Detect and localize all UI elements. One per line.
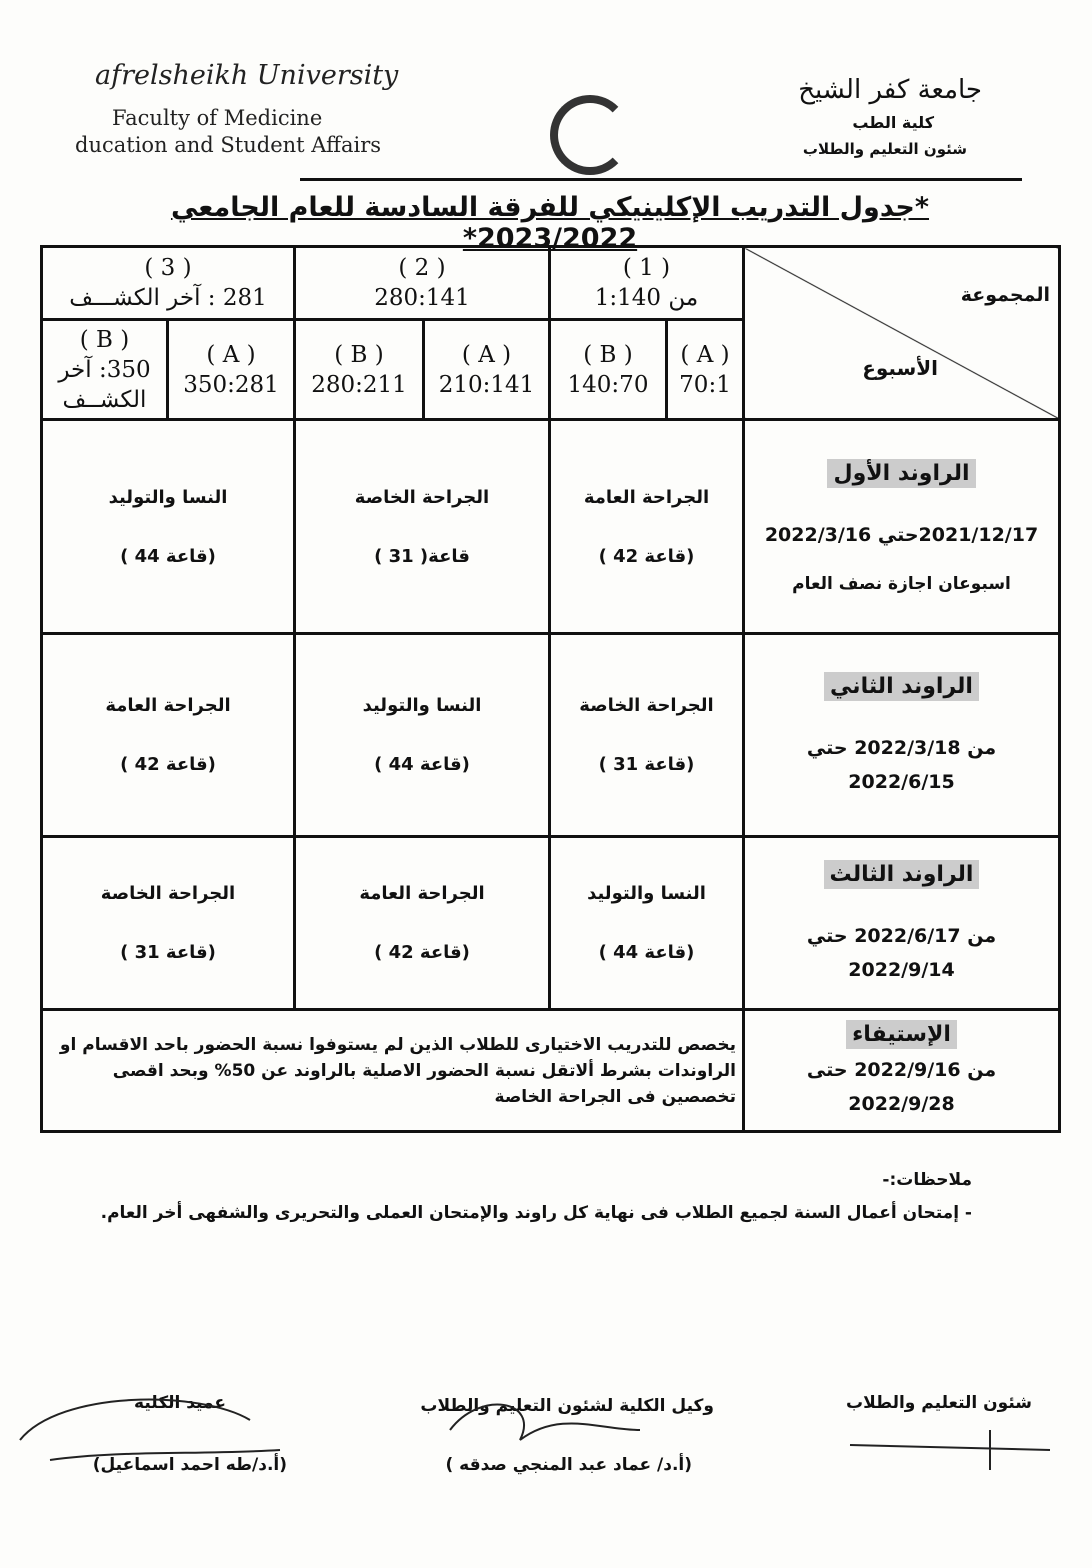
signature-name: (أ.د/طه احمد اسماعيل) [92,1455,287,1475]
subgroup-header: ( A ) 70:1 [667,320,744,420]
signature-title: عميد الكلية [134,1393,226,1413]
group-1-header: ( 1 ) من 1:140 [550,247,744,320]
rotation-cell: النسا والتوليد (قاعة 44 ) [42,420,295,634]
makeup-header: الإستيفاء من 2022/9/16 حتى 2022/9/28 [744,1010,1060,1132]
round-row [42,420,1060,634]
dept-name-ar: شئون التعليم والطلاب [802,140,967,158]
page-title: *جدول التدريب الإكلينيكي للفرقة السادسة للعام الجامعي 2023/2022* [170,192,930,254]
makeup-description: يخصص للتدريب الاختيارى للطلاب الذين لم يستوفوا نسبة الحضور باحد الاقسام او الراوندات بشرط ألاتقل نسبة الحضور الاصلية بالراوند عن 50% وبحد اقصى تخصصين فى الجراحة الخاصة [42,1010,744,1132]
round-header: الراوند الأول 2021/12/17حتي 2022/3/16 اسبوعان اجازة نصف العام [744,420,1060,634]
university-name-ar: جامعة كفر الشيخ [798,75,982,105]
notes-item: - إمتحان أعمال السنة لجميع الطلاب فى نهاية كل راوند والإمتحان العملى والتحريرى والشفهى أخر العام. [100,1203,972,1223]
round-name: الراوند الأول [827,459,975,488]
signature-title: شئون التعليم والطلاب [846,1393,1032,1413]
corner-header [744,247,1060,420]
subgroup-header: ( B ) 280:211 [295,320,424,420]
round-header: الراوند الثاني من 2022/3/18 حتي 2022/6/15 [744,634,1060,837]
subgroup-header: ( A ) 210:141 [424,320,550,420]
signature-name: (أ.د/ عماد عبد المنجي صدقه ) [445,1455,692,1475]
handwritten-signatures [0,1370,1092,1520]
rotation-cell: الجراحة العامة (قاعة 42 ) [295,837,550,1010]
notes-heading: ملاحظات:- [882,1170,972,1190]
schedule-table [40,245,1061,1133]
signature-title: وكيل الكلية لشئون التعليم والطلاب [420,1396,714,1416]
faculty-name-ar: كلية الطب [852,113,934,132]
corner-week-label: الأسبوع [862,356,938,380]
dept-name-en: ducation and Student Affairs [75,133,382,153]
faculty-name-en: Faculty of Medicine [112,106,323,130]
rotation-cell: الجراحة الخاصة قاعة( 31 ) [295,420,550,634]
rotation-cell: الجراحة العامة (قاعة 42 ) [42,634,295,837]
header-divider [300,178,1022,181]
round-row [42,634,1060,837]
makeup-row [42,1010,1060,1132]
subgroup-header: ( B ) 350: آخر الكشــف [42,320,168,420]
university-logo [550,95,630,175]
rotation-cell: الجراحة الخاصة (قاعة 31 ) [42,837,295,1010]
group-3-header: ( 3 ) 281 : آخر الكشـــف [42,247,295,320]
rotation-cell: الجراحة العامة (قاعة 42 ) [550,420,744,634]
subgroup-header: ( B ) 140:70 [550,320,667,420]
round-header: الراوند الثالث من 2022/6/17 حتي 2022/9/14 [744,837,1060,1010]
round-name: الراوند الثالث [824,860,980,889]
rotation-cell: الجراحة الخاصة (قاعة 31 ) [550,634,744,837]
round-name: الراوند الثاني [824,672,979,701]
round-row [42,837,1060,1010]
corner-group-label: المجموعة [960,284,1050,306]
university-name-en: afrelsheikh University [95,60,399,91]
rotation-cell: النسا والتوليد (قاعة 44 ) [550,837,744,1010]
round-note: اسبوعان اجازة نصف العام [792,574,1011,594]
subgroup-header: ( A ) 350:281 [168,320,295,420]
rotation-cell: النسا والتوليد (قاعة 44 ) [295,634,550,837]
group-2-header: ( 2 ) 280:141 [295,247,550,320]
